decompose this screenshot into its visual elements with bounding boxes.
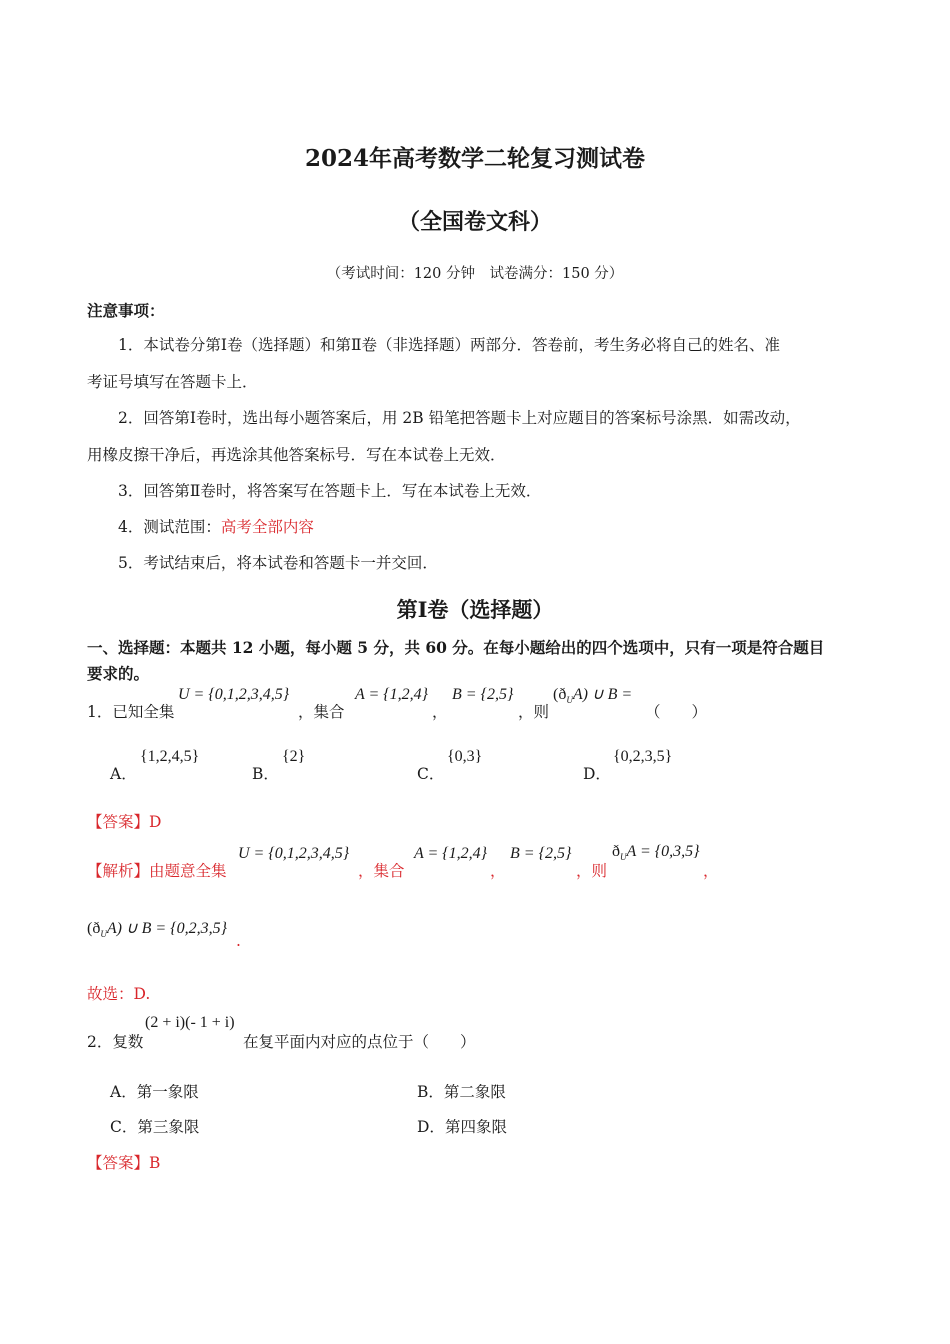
q1-option-c-value: {0,3}	[447, 748, 483, 765]
q1-set-a: A = {1,2,4}	[355, 686, 429, 703]
section-instructions: 一、选择题：本题共 12 小题，每小题 5 分，共 60 分。在每小题给出的四个选项中，只有一项是符合题目	[87, 638, 825, 657]
q2-option-a: A．第一象限	[110, 1083, 199, 1101]
q1-analysis-result: $(ð_UA)$ ∪ B = {0,2,3,5}	[87, 920, 228, 940]
q2-option-b: B．第二象限	[417, 1083, 506, 1101]
note-item-4	[118, 515, 314, 537]
q1-option-a-value: {1,2,4,5}	[140, 748, 200, 765]
note-item-4-value: 高考全部内容	[220, 518, 314, 536]
q1-option-b-value: {2}	[282, 748, 306, 765]
q2-lead: 2．复数	[87, 1033, 144, 1051]
q1-sep1: ，集合	[298, 703, 345, 721]
notes-heading: 注意事项：	[87, 301, 165, 320]
q1-analysis-period: .	[236, 932, 241, 950]
q1-expression: $(ð_UA)$ ∪ B =	[553, 686, 633, 706]
q1-conclusion: 故选：D.	[87, 985, 151, 1003]
q1-answer: 【答案】D	[87, 813, 162, 831]
note-item-5: 5．考试结束后，将本试卷和答题卡一并交回．	[118, 554, 438, 572]
page-title: 2024年高考数学二轮复习测试卷	[304, 145, 645, 172]
q1-lead: 1．已知全集	[87, 703, 175, 721]
note-item-4-label: 4．测试范围：	[118, 518, 221, 536]
q1-analysis-set-a: A = {1,2,4}	[414, 845, 488, 862]
exam-info: （考试时间：120 分钟 试卷满分：150 分）	[326, 266, 624, 282]
q1-option-b-label: B．	[252, 765, 279, 783]
note-item-2: 2．回答第Ⅰ卷时，选出每小题答案后，用 2B 铅笔把答题卡上对应题目的答案标号涂黑．如需改动，	[118, 409, 801, 427]
q1-analysis-text: 由题意全集	[149, 862, 227, 880]
q1-analysis	[87, 859, 227, 881]
q1-analysis-complement: $ð_UA = \{0,3,5\}$	[612, 843, 700, 863]
q1-option-d-value: {0,2,3,5}	[613, 748, 673, 765]
q1-sep3: ，则	[518, 703, 550, 721]
q2-expression: (2 + i)(- 1 + i)	[145, 1014, 235, 1031]
q1-analysis-set-b: B = {2,5}	[510, 845, 572, 862]
note-item-1-cont: 考证号填写在答题卡上．	[87, 373, 258, 391]
q2-answer: 【答案】B	[87, 1154, 161, 1172]
page-subtitle: （全国卷文科）	[397, 209, 552, 235]
q1-analysis-sep1: ，集合	[358, 862, 405, 880]
q1-universal-set: U = {0,1,2,3,4,5}	[178, 686, 290, 703]
note-item-2-cont: 用橡皮擦干净后，再选涂其他答案标号．写在本试卷上无效．	[87, 446, 506, 464]
q1-sep2: ，	[432, 703, 448, 721]
section-title: 第Ⅰ卷（选择题）	[396, 597, 554, 622]
q1-option-d-label: D．	[583, 765, 611, 783]
q2-option-d: D．第四象限	[417, 1118, 507, 1136]
q1-option-a-label: A．	[110, 765, 137, 783]
q1-answer-paren: （ ）	[645, 703, 708, 721]
q1-analysis-sep2: ，	[490, 862, 506, 880]
q1-analysis-universal-set: U = {0,1,2,3,4,5}	[238, 845, 350, 862]
q1-analysis-sep4: ，	[703, 862, 719, 880]
q1-analysis-tag: 【解析】	[87, 862, 150, 880]
q1-analysis-sep3: ，则	[576, 862, 608, 880]
note-item-3: 3．回答第Ⅱ卷时，将答案写在答题卡上．写在本试卷上无效．	[118, 482, 542, 500]
note-item-1: 1．本试卷分第Ⅰ卷（选择题）和第Ⅱ卷（非选择题）两部分．答卷前，考生务必将自己的姓名、准	[118, 336, 781, 354]
q2-tail: 在复平面内对应的点位于（ ）	[243, 1033, 476, 1051]
q1-option-c-label: C．	[417, 765, 445, 783]
q2-option-c: C．第三象限	[110, 1118, 200, 1136]
q1-set-b: B = {2,5}	[452, 686, 514, 703]
section-instructions-cont: 要求的。	[87, 664, 150, 683]
